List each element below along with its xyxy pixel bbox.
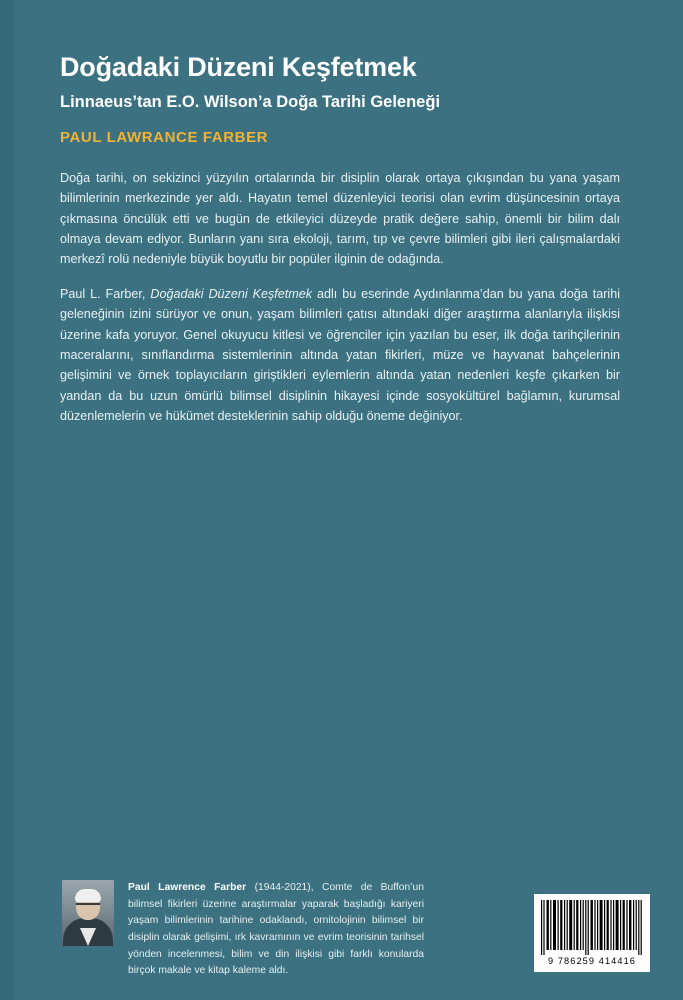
blurb-p2-book-title: Doğadaki Düzeni Keşfetmek xyxy=(150,286,313,301)
author-bio-body: Comte de Buffon’un bilimsel fikirleri üzerine araştırmalar yaparak başladığı kariyeri yaşam bilimlerinin tarihine odaklandı, ornitolojinin bilimsel bir disiplin olarak gelişimi, ırk kavramının ve evrim teorisinin tarihsel yönden incelenmesi, bilim ve din ilişkisi gibi farklı konularda birçok makale ve kitap kaleme aldı. xyxy=(128,882,424,977)
author-bio-text xyxy=(128,880,424,980)
spine-edge xyxy=(0,0,14,1000)
author-bio xyxy=(62,880,424,980)
barcode-number: 9 786259 414416 xyxy=(547,956,637,966)
author-bio-years: (1944-2021), xyxy=(254,882,314,893)
barcode-bars xyxy=(541,900,643,955)
blurb-paragraph-2 xyxy=(60,284,620,427)
photo-hair xyxy=(75,889,101,902)
blurb xyxy=(60,168,620,427)
blurb-p2-rest: adlı bu eserinde Aydınlanma’dan bu yana doğa tarihi geleneğinin izini sürüyor ve onun, yaşam bilimleri çatısı altındaki diğer araştırma alanlarıyla ilişkisi üzerine kafa yoruyor. Genel okuyucu kitlesi ve öğrenciler için yazılan bu eser, ilk doğa tarihçilerinin maceralarını, sınıflandırma sistemlerinin altında yatan fikirleri, müze ve hayvanat bahçelerinin gelişimini ve örnek toplayıcıların giriştikleri eylemlerin altında yatan nedenleri keşfe çıkarken bir yandan da bu uzun ömürlü bilimsel disiplinin hikayesi içinde sosyokültürel bağlamın, kurumsal düzenlemelerin ve hükümet desteklerinin sahip olduğu öneme değiniyor. xyxy=(60,286,621,424)
page-subtitle: Linnaeus’tan E.O. Wilson’a Doğa Tarihi Geleneği xyxy=(60,93,441,112)
author-bio-name: Paul Lawrence Farber xyxy=(128,882,247,893)
glasses-icon xyxy=(76,903,100,911)
cover-text-block xyxy=(60,52,620,427)
author-photo xyxy=(62,880,114,946)
author-name: PAUL LAWRANCE FARBER xyxy=(60,128,269,146)
barcode xyxy=(534,894,650,972)
blurb-paragraph-1: Doğa tarihi, on sekizinci yüzyılın ortalarında bir disiplin olarak ortaya çıkışından bu yana yaşam bilimlerinin merkezinde yer aldı. Hayatın temel düzenleyici teorisi olan evrim düşüncesinin ortaya çıkmasına öncülük etti ve bugün de etkileyici düzeyde pratik değere sahip, önemli bir bilim dalı olmaya devam ediyor. Bunların yanı sıra ekoloji, tarım, tıp ve çevre bilimleri gibi ileri çalışmalardaki merkezî rolü nedeniyle büyük boyutlu bir popüler ilginin de odağında. xyxy=(60,170,620,267)
blurb-p2-lead: Paul L. Farber, xyxy=(60,286,151,301)
page-title: Doğadaki Düzeni Keşfetmek xyxy=(60,52,417,82)
